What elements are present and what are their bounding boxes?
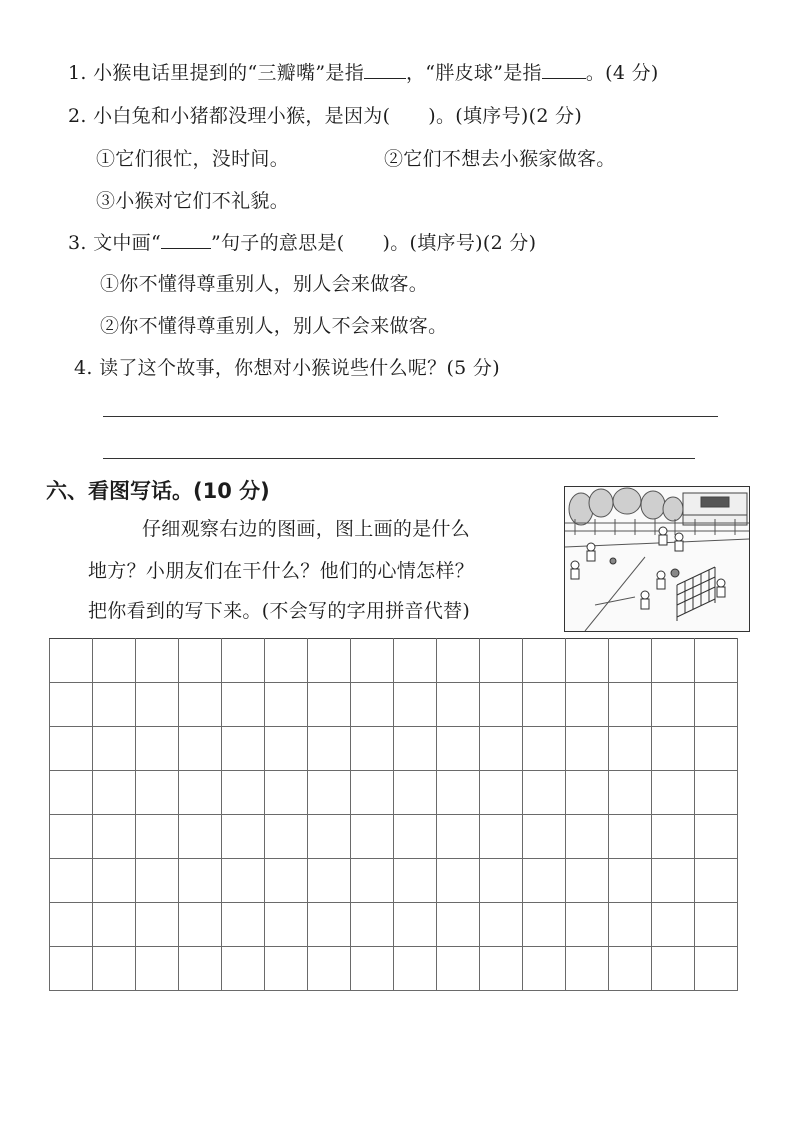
writing-grid-cell[interactable] xyxy=(179,903,222,947)
question-2-text-b: )。(填序号)(2 分) xyxy=(428,105,583,127)
writing-grid-cell[interactable] xyxy=(394,683,437,727)
writing-grid-cell[interactable] xyxy=(394,947,437,991)
question-2 xyxy=(68,103,582,129)
writing-grid-cell[interactable] xyxy=(179,727,222,771)
writing-grid-cell[interactable] xyxy=(222,683,265,727)
question-3-underline-sample xyxy=(161,230,211,249)
writing-grid-cell[interactable] xyxy=(695,903,738,947)
writing-grid-cell[interactable] xyxy=(695,815,738,859)
writing-grid-cell[interactable] xyxy=(179,859,222,903)
question-2-option-1: ①它们很忙，没时间。 xyxy=(96,148,290,170)
writing-grid-cell[interactable] xyxy=(93,903,136,947)
question-3-option-2: ②你不懂得尊重别人，别人不会来做客。 xyxy=(100,315,448,337)
writing-grid-cell[interactable] xyxy=(609,859,652,903)
writing-grid-cell[interactable] xyxy=(394,903,437,947)
writing-grid-cell[interactable] xyxy=(136,727,179,771)
writing-grid-cell[interactable] xyxy=(351,947,394,991)
writing-grid-cell[interactable] xyxy=(308,815,351,859)
writing-grid-row xyxy=(50,947,738,991)
question-2-option-3: ③小猴对它们不礼貌。 xyxy=(96,190,290,212)
writing-grid-cell[interactable] xyxy=(437,639,480,683)
question-4-answer-line-1[interactable] xyxy=(103,416,718,417)
writing-grid[interactable] xyxy=(49,638,738,991)
writing-grid-cell[interactable] xyxy=(609,771,652,815)
section-6-instruction-line-2: 地方？小朋友们在干什么？他们的心情怎样？ xyxy=(88,560,475,582)
writing-grid-cell[interactable] xyxy=(222,903,265,947)
writing-grid-cell[interactable] xyxy=(437,727,480,771)
writing-grid-cell[interactable] xyxy=(609,727,652,771)
writing-grid-cell[interactable] xyxy=(566,771,609,815)
writing-grid-cell[interactable] xyxy=(566,859,609,903)
writing-grid-cell[interactable] xyxy=(437,859,480,903)
writing-grid-cell[interactable] xyxy=(222,639,265,683)
writing-grid-cell[interactable] xyxy=(93,639,136,683)
question-2-text-a: 2. 小白兔和小猪都没理小猴，是因为( xyxy=(68,105,391,127)
writing-grid-cell[interactable] xyxy=(136,815,179,859)
writing-grid-row xyxy=(50,683,738,727)
writing-grid-cell[interactable] xyxy=(136,639,179,683)
writing-grid-cell[interactable] xyxy=(136,771,179,815)
writing-grid-cell[interactable] xyxy=(308,771,351,815)
question-4-answer-line-2[interactable] xyxy=(103,458,695,459)
writing-grid-cell[interactable] xyxy=(652,947,695,991)
writing-grid-cell[interactable] xyxy=(523,815,566,859)
question-3-text-a: 3. 文中画“ xyxy=(68,232,161,254)
question-3-text-c: )。(填序号)(2 分) xyxy=(382,232,537,254)
section-6-instruction-line-1: 仔细观察右边的图画，图上画的是什么 xyxy=(142,518,471,540)
writing-grid-cell[interactable] xyxy=(136,903,179,947)
writing-grid-cell[interactable] xyxy=(265,815,308,859)
writing-grid-cell[interactable] xyxy=(136,859,179,903)
writing-grid-cell[interactable] xyxy=(609,815,652,859)
writing-grid-cell[interactable] xyxy=(265,639,308,683)
writing-grid-cell[interactable] xyxy=(93,771,136,815)
question-1-blank-2[interactable] xyxy=(542,60,586,79)
writing-grid-cell[interactable] xyxy=(566,947,609,991)
writing-grid-cell[interactable] xyxy=(695,947,738,991)
writing-grid-cell[interactable] xyxy=(652,639,695,683)
question-1-text-b: ，“胖皮球”是指 xyxy=(406,62,542,84)
writing-grid-cell[interactable] xyxy=(93,815,136,859)
writing-grid-cell[interactable] xyxy=(222,771,265,815)
writing-grid-cell[interactable] xyxy=(351,815,394,859)
writing-grid-cell[interactable] xyxy=(265,859,308,903)
writing-grid-cell[interactable] xyxy=(351,727,394,771)
writing-grid-cell[interactable] xyxy=(566,683,609,727)
question-1-text-a: 1. 小猴电话里提到的“三瓣嘴”是指 xyxy=(68,62,364,84)
writing-grid-cell[interactable] xyxy=(695,859,738,903)
writing-grid-cell[interactable] xyxy=(93,727,136,771)
writing-grid-cell[interactable] xyxy=(179,683,222,727)
writing-grid-cell[interactable] xyxy=(437,683,480,727)
writing-grid-cell[interactable] xyxy=(308,947,351,991)
writing-grid-cell[interactable] xyxy=(394,727,437,771)
writing-grid-cell[interactable] xyxy=(222,947,265,991)
writing-grid-cell[interactable] xyxy=(136,683,179,727)
writing-grid-cell[interactable] xyxy=(351,771,394,815)
writing-grid-cell[interactable] xyxy=(695,639,738,683)
writing-grid-cell[interactable] xyxy=(609,947,652,991)
playground-drawing xyxy=(565,487,749,631)
writing-grid-cell[interactable] xyxy=(179,815,222,859)
writing-grid-cell[interactable] xyxy=(523,947,566,991)
writing-grid-row xyxy=(50,859,738,903)
writing-grid-cell[interactable] xyxy=(50,815,93,859)
question-1-blank-1[interactable] xyxy=(364,60,406,79)
question-3 xyxy=(68,230,536,256)
writing-grid-cell[interactable] xyxy=(308,727,351,771)
writing-grid-cell[interactable] xyxy=(93,947,136,991)
writing-grid-cell[interactable] xyxy=(265,947,308,991)
writing-grid-cell[interactable] xyxy=(394,771,437,815)
question-3-option-1: ①你不懂得尊重别人，别人会来做客。 xyxy=(100,273,429,295)
writing-grid-cell[interactable] xyxy=(265,903,308,947)
writing-grid-cell[interactable] xyxy=(351,859,394,903)
writing-grid-cell[interactable] xyxy=(351,639,394,683)
section-6-instruction-line-3: 把你看到的写下来。(不会写的字用拼音代替) xyxy=(88,600,471,622)
writing-grid-cell[interactable] xyxy=(652,903,695,947)
question-2-option-2: ②它们不想去小猴家做客。 xyxy=(384,148,616,170)
question-3-text-b: ”句子的意思是( xyxy=(210,232,345,254)
writing-grid-cell[interactable] xyxy=(93,859,136,903)
writing-grid-cell[interactable] xyxy=(437,815,480,859)
writing-grid-row xyxy=(50,903,738,947)
writing-grid-cell[interactable] xyxy=(351,683,394,727)
section-6-title: 六、看图写话。(10 分) xyxy=(46,479,270,503)
writing-grid-cell[interactable] xyxy=(308,683,351,727)
writing-grid-cell[interactable] xyxy=(652,815,695,859)
writing-grid-cell[interactable] xyxy=(480,947,523,991)
writing-grid-cell[interactable] xyxy=(695,771,738,815)
writing-grid-cell[interactable] xyxy=(394,815,437,859)
writing-grid-cell[interactable] xyxy=(566,815,609,859)
writing-grid-cell[interactable] xyxy=(50,903,93,947)
writing-grid-cell[interactable] xyxy=(652,683,695,727)
writing-grid-cell[interactable] xyxy=(265,727,308,771)
writing-grid-cell[interactable] xyxy=(523,639,566,683)
writing-grid-cell[interactable] xyxy=(50,947,93,991)
writing-grid-cell[interactable] xyxy=(523,683,566,727)
writing-grid-row xyxy=(50,727,738,771)
writing-grid-cell[interactable] xyxy=(480,727,523,771)
writing-grid-cell[interactable] xyxy=(523,771,566,815)
writing-grid-cell[interactable] xyxy=(695,683,738,727)
writing-grid-cell[interactable] xyxy=(652,771,695,815)
writing-grid-cell[interactable] xyxy=(609,683,652,727)
writing-grid-cell[interactable] xyxy=(179,639,222,683)
writing-grid-cell[interactable] xyxy=(50,639,93,683)
writing-grid-cell[interactable] xyxy=(437,903,480,947)
writing-grid-cell[interactable] xyxy=(351,903,394,947)
playground-illustration xyxy=(564,486,750,632)
writing-grid-cell[interactable] xyxy=(566,903,609,947)
writing-grid-row xyxy=(50,815,738,859)
writing-grid-cell[interactable] xyxy=(480,683,523,727)
writing-grid-cell[interactable] xyxy=(265,771,308,815)
writing-grid-cell[interactable] xyxy=(308,859,351,903)
writing-grid-cell[interactable] xyxy=(50,683,93,727)
writing-grid-cell[interactable] xyxy=(566,639,609,683)
writing-grid-row xyxy=(50,639,738,683)
writing-grid-cell[interactable] xyxy=(308,639,351,683)
writing-grid-cell[interactable] xyxy=(394,639,437,683)
writing-grid-cell[interactable] xyxy=(265,683,308,727)
writing-grid-cell[interactable] xyxy=(480,815,523,859)
writing-grid-cell[interactable] xyxy=(50,859,93,903)
writing-grid-cell[interactable] xyxy=(480,639,523,683)
writing-grid-cell[interactable] xyxy=(50,771,93,815)
writing-grid-cell[interactable] xyxy=(480,903,523,947)
writing-grid-cell[interactable] xyxy=(523,859,566,903)
writing-grid-cell[interactable] xyxy=(480,859,523,903)
writing-grid-cell[interactable] xyxy=(136,947,179,991)
writing-grid-cell[interactable] xyxy=(50,727,93,771)
writing-grid-row xyxy=(50,771,738,815)
writing-grid-cell[interactable] xyxy=(523,903,566,947)
writing-grid-cell[interactable] xyxy=(609,639,652,683)
writing-grid-cell[interactable] xyxy=(566,727,609,771)
writing-grid-cell[interactable] xyxy=(523,727,566,771)
writing-grid-cell[interactable] xyxy=(179,771,222,815)
writing-grid-cell[interactable] xyxy=(222,815,265,859)
writing-grid-cell[interactable] xyxy=(394,859,437,903)
writing-grid-cell[interactable] xyxy=(695,727,738,771)
writing-grid-cell[interactable] xyxy=(437,771,480,815)
writing-grid-cell[interactable] xyxy=(652,859,695,903)
question-4: 4. 读了这个故事，你想对小猴说些什么呢？(5 分) xyxy=(74,357,500,379)
writing-grid-cell[interactable] xyxy=(179,947,222,991)
writing-grid-cell[interactable] xyxy=(222,727,265,771)
writing-grid-cell[interactable] xyxy=(609,903,652,947)
writing-grid-cell[interactable] xyxy=(652,727,695,771)
question-1-text-c: 。(4 分) xyxy=(585,62,659,84)
writing-grid-cell[interactable] xyxy=(222,859,265,903)
question-1 xyxy=(68,60,659,86)
writing-grid-cell[interactable] xyxy=(437,947,480,991)
writing-grid-cell[interactable] xyxy=(93,683,136,727)
writing-grid-cell[interactable] xyxy=(308,903,351,947)
writing-grid-cell[interactable] xyxy=(480,771,523,815)
